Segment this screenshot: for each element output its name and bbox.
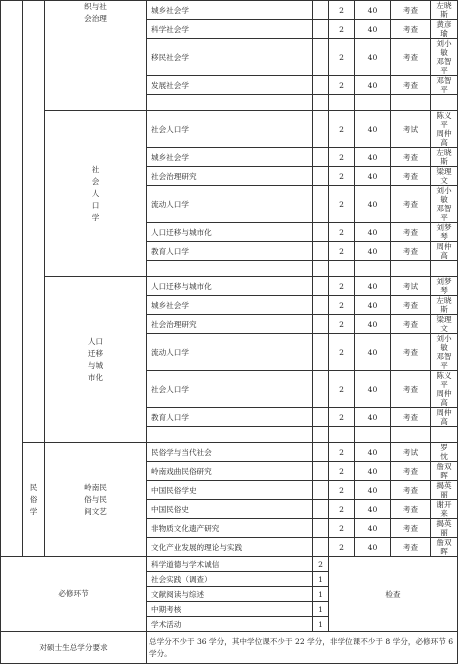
- credit: 2: [329, 1, 355, 20]
- blank-cell: [329, 427, 355, 443]
- course-row: [1, 111, 458, 148]
- course-name: 中国民俗史: [147, 500, 313, 519]
- hours: 40: [355, 167, 391, 186]
- left-margin-cell: [1, 1, 23, 557]
- blank-cell: [355, 95, 391, 111]
- blank-cell: [313, 500, 329, 519]
- hours: 40: [355, 334, 391, 371]
- credit: 2: [329, 443, 355, 462]
- total-label: 对硕士生总学分要求: [1, 632, 147, 664]
- teacher: 梁理文: [431, 315, 458, 334]
- course-name: 社会治理研究: [147, 315, 313, 334]
- hours: 40: [355, 76, 391, 95]
- course-name: 科学社会学: [147, 20, 313, 39]
- blank-cell: [313, 167, 329, 186]
- credit: 2: [329, 315, 355, 334]
- teacher: 黄彦瑜: [431, 20, 458, 39]
- course-name: 教育人口学: [147, 242, 313, 261]
- required-label: 必修环节: [1, 557, 147, 632]
- blank-cell: [313, 519, 329, 538]
- teacher: 周仲高: [431, 408, 458, 427]
- credit: 2: [329, 148, 355, 167]
- required-credit: 1: [313, 617, 329, 632]
- credit: 2: [329, 538, 355, 557]
- course-name: 社会人口学: [147, 111, 313, 148]
- credit: 2: [329, 186, 355, 223]
- assessment: 考查: [391, 167, 431, 186]
- folk-category-label: 民 俗 学: [23, 443, 45, 557]
- teacher: 陈义平 周仲高: [431, 371, 458, 408]
- course-row: [1, 1, 458, 20]
- teacher: 左晓斯: [431, 296, 458, 315]
- required-credit: 1: [313, 587, 329, 602]
- direction-org-label: 织与社 会治理: [45, 1, 147, 111]
- hours: 40: [355, 186, 391, 223]
- blank-cell: [313, 1, 329, 20]
- course-name: 流动人口学: [147, 334, 313, 371]
- blank-cell: [313, 538, 329, 557]
- course-name: 文化产业发展的理论与实践: [147, 538, 313, 557]
- course-name: 教育人口学: [147, 408, 313, 427]
- hours: 40: [355, 20, 391, 39]
- credit: 2: [329, 334, 355, 371]
- course-name: 岭南戏曲民俗研究: [147, 462, 313, 481]
- blank-cell: [431, 427, 458, 443]
- course-name: 流动人口学: [147, 186, 313, 223]
- assessment: 考查: [391, 148, 431, 167]
- blank-course-cell: [147, 261, 313, 277]
- blank-cell: [313, 223, 329, 242]
- assessment: 考查: [391, 223, 431, 242]
- required-credit: 2: [313, 557, 329, 572]
- hours: 40: [355, 315, 391, 334]
- category-cell-blank: [23, 1, 45, 443]
- credit: 2: [329, 481, 355, 500]
- assessment: 考查: [391, 500, 431, 519]
- course-name: 非物质文化遗产研究: [147, 519, 313, 538]
- required-credit: 1: [313, 572, 329, 587]
- blank-course-cell: [147, 95, 313, 111]
- hours: 40: [355, 148, 391, 167]
- blank-course-cell: [147, 427, 313, 443]
- blank-cell: [313, 95, 329, 111]
- teacher: 谢开来: [431, 500, 458, 519]
- hours: 40: [355, 39, 391, 76]
- hours: 40: [355, 519, 391, 538]
- teacher: 罗 忱: [431, 443, 458, 462]
- hours: 40: [355, 371, 391, 408]
- hours: 40: [355, 481, 391, 500]
- assessment: 考查: [391, 334, 431, 371]
- course-name: 城乡社会学: [147, 296, 313, 315]
- teacher: 左晓斯: [431, 148, 458, 167]
- credit: 2: [329, 296, 355, 315]
- assessment: 考查: [391, 186, 431, 223]
- blank-cell: [313, 408, 329, 427]
- hours: 40: [355, 443, 391, 462]
- course-row: [1, 277, 458, 296]
- teacher: 周仲高: [431, 242, 458, 261]
- blank-cell: [355, 261, 391, 277]
- required-item: 中期考核: [147, 602, 313, 617]
- credit: 2: [329, 167, 355, 186]
- hours: 40: [355, 277, 391, 296]
- assessment: 考查: [391, 242, 431, 261]
- assessment: 考查: [391, 519, 431, 538]
- blank-cell: [313, 261, 329, 277]
- credit: 2: [329, 76, 355, 95]
- assessment: 考查: [391, 76, 431, 95]
- hours: 40: [355, 408, 391, 427]
- assessment: 考查: [391, 315, 431, 334]
- credit: 2: [329, 408, 355, 427]
- blank-cell: [391, 261, 431, 277]
- teacher: 刘小敏 邓智平: [431, 186, 458, 223]
- assessment: 考查: [391, 538, 431, 557]
- blank-cell: [329, 95, 355, 111]
- teacher: 梁理文: [431, 167, 458, 186]
- credit: 2: [329, 242, 355, 261]
- assessment: 考查: [391, 39, 431, 76]
- course-name: 民俗学与当代社会: [147, 443, 313, 462]
- blank-cell: [313, 39, 329, 76]
- hours: 40: [355, 462, 391, 481]
- credit: 2: [329, 462, 355, 481]
- required-assessment: 检查: [329, 557, 458, 632]
- credit: 2: [329, 500, 355, 519]
- course-name: 社会人口学: [147, 371, 313, 408]
- required-row: [1, 557, 458, 572]
- required-credit: 1: [313, 602, 329, 617]
- blank-cell: [313, 148, 329, 167]
- assessment: 考查: [391, 1, 431, 20]
- teacher: 陈义平 周仲高: [431, 111, 458, 148]
- assessment: 考查: [391, 481, 431, 500]
- required-item: 学术活动: [147, 617, 313, 632]
- blank-cell: [313, 186, 329, 223]
- course-name: 人口迁移与城市化: [147, 223, 313, 242]
- blank-cell: [313, 462, 329, 481]
- required-item: 社会实践（调查）: [147, 572, 313, 587]
- course-name: 城乡社会学: [147, 148, 313, 167]
- blank-cell: [431, 95, 458, 111]
- assessment: 考查: [391, 296, 431, 315]
- blank-cell: [329, 261, 355, 277]
- blank-cell: [313, 242, 329, 261]
- blank-cell: [313, 277, 329, 296]
- teacher: 詹双晖: [431, 538, 458, 557]
- course-row: [1, 443, 458, 462]
- blank-cell: [313, 427, 329, 443]
- course-name: 人口迁移与城市化: [147, 277, 313, 296]
- hours: 40: [355, 538, 391, 557]
- total-row: [1, 632, 458, 664]
- blank-cell: [313, 76, 329, 95]
- blank-cell: [313, 20, 329, 39]
- teacher: 刘小敏 邓智平: [431, 39, 458, 76]
- blank-cell: [313, 371, 329, 408]
- blank-cell: [313, 315, 329, 334]
- teacher: 揭英丽: [431, 519, 458, 538]
- credit: 2: [329, 20, 355, 39]
- blank-cell: [431, 261, 458, 277]
- blank-cell: [355, 427, 391, 443]
- credit: 2: [329, 371, 355, 408]
- hours: 40: [355, 223, 391, 242]
- credit: 2: [329, 277, 355, 296]
- course-name: 城乡社会学: [147, 1, 313, 20]
- teacher: 刘小敏 邓智平: [431, 334, 458, 371]
- assessment: 考查: [391, 371, 431, 408]
- hours: 40: [355, 500, 391, 519]
- assessment: 考试: [391, 277, 431, 296]
- required-item: 文献阅读与综述: [147, 587, 313, 602]
- direction-pop-label: 社 会 人 口 学: [45, 111, 147, 277]
- teacher: 邓智平: [431, 76, 458, 95]
- credit: 2: [329, 223, 355, 242]
- blank-cell: [313, 481, 329, 500]
- teacher: 詹双晖: [431, 462, 458, 481]
- blank-cell: [391, 95, 431, 111]
- assessment: 考试: [391, 443, 431, 462]
- assessment: 考试: [391, 111, 431, 148]
- teacher: 揭英丽: [431, 481, 458, 500]
- direction-migration-label: 人口 迁移 与城 市化: [45, 277, 147, 443]
- blank-cell: [313, 443, 329, 462]
- blank-cell: [391, 427, 431, 443]
- hours: 40: [355, 242, 391, 261]
- direction-lingnan-label: 岭南民 俗与民 间文艺: [45, 443, 147, 557]
- credit: 2: [329, 519, 355, 538]
- credit: 2: [329, 111, 355, 148]
- hours: 40: [355, 296, 391, 315]
- blank-cell: [313, 111, 329, 148]
- course-name: 中国民俗学史: [147, 481, 313, 500]
- total-text: 总学分不少于 36 学分，其中学位课不少于 22 学分，非学位课不少于 8 学分，必修环节 6 学分。: [147, 632, 458, 664]
- credit: 2: [329, 39, 355, 76]
- course-name: 移民社会学: [147, 39, 313, 76]
- required-item: 科学道德与学术诚信: [147, 557, 313, 572]
- hours: 40: [355, 1, 391, 20]
- assessment: 考查: [391, 408, 431, 427]
- assessment: 考查: [391, 20, 431, 39]
- teacher: 刘梦琴: [431, 223, 458, 242]
- blank-cell: [313, 334, 329, 371]
- blank-cell: [313, 296, 329, 315]
- assessment: 考查: [391, 462, 431, 481]
- teacher: 左晓斯: [431, 1, 458, 20]
- course-name: 发展社会学: [147, 76, 313, 95]
- course-name: 社会治理研究: [147, 167, 313, 186]
- hours: 40: [355, 111, 391, 148]
- teacher: 刘梦琴: [431, 277, 458, 296]
